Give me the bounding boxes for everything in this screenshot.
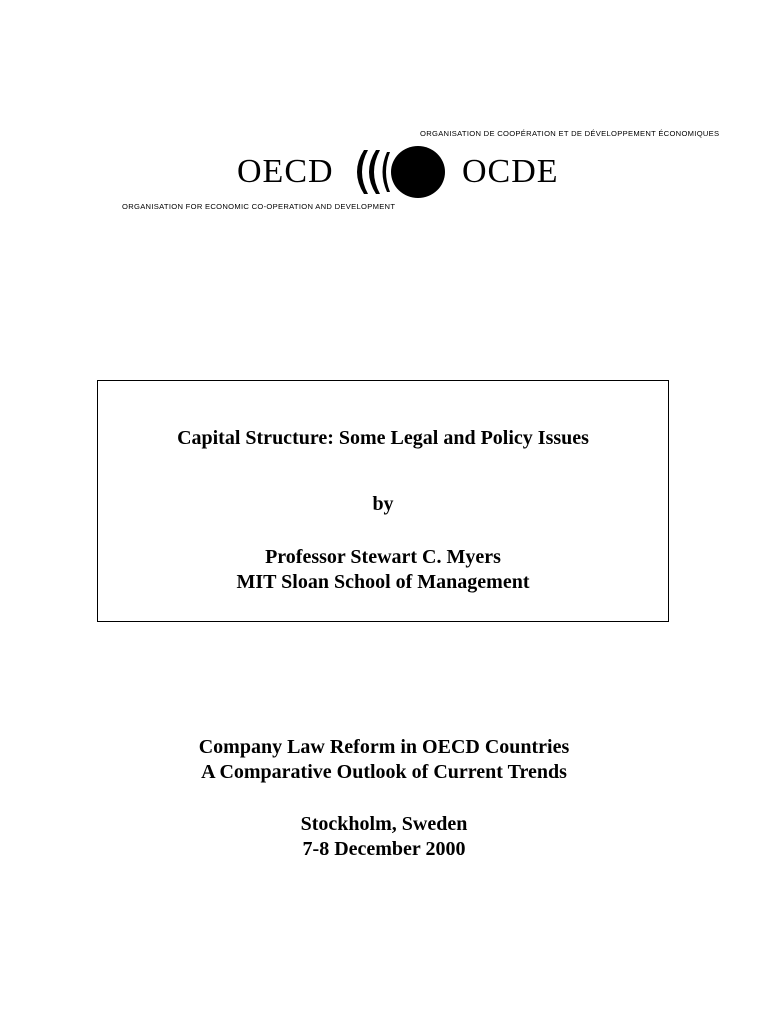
logo-acronym-fr: OCDE bbox=[462, 153, 559, 190]
conference-date: 7-8 December 2000 bbox=[302, 838, 466, 860]
conference-title-line-1: Company Law Reform in OECD Countries bbox=[198, 736, 570, 758]
oecd-logo bbox=[0, 0, 768, 230]
author-block bbox=[98, 545, 668, 595]
author-affiliation: MIT Sloan School of Management bbox=[236, 571, 530, 593]
logo-english-tagline: ORGANISATION FOR ECONOMIC CO-OPERATION AND DEVELOPMENT bbox=[122, 202, 396, 211]
title-box bbox=[97, 380, 669, 622]
author-name: Professor Stewart C. Myers bbox=[265, 546, 501, 568]
conference-venue-block bbox=[0, 812, 768, 862]
paper-title: Capital Structure: Some Legal and Policy Issues bbox=[177, 427, 589, 449]
by-line: by bbox=[372, 493, 394, 515]
logo-acronym-en: OECD bbox=[237, 153, 334, 190]
oecd-emblem-icon bbox=[346, 144, 456, 200]
conference-title-line-2: A Comparative Outlook of Current Trends bbox=[201, 761, 567, 783]
conference-location: Stockholm, Sweden bbox=[300, 813, 468, 835]
conference-title-block bbox=[0, 735, 768, 785]
logo-french-tagline: ORGANISATION DE COOPÉRATION ET DE DÉVELOPPEMENT ÉCONOMIQUES bbox=[420, 129, 720, 138]
